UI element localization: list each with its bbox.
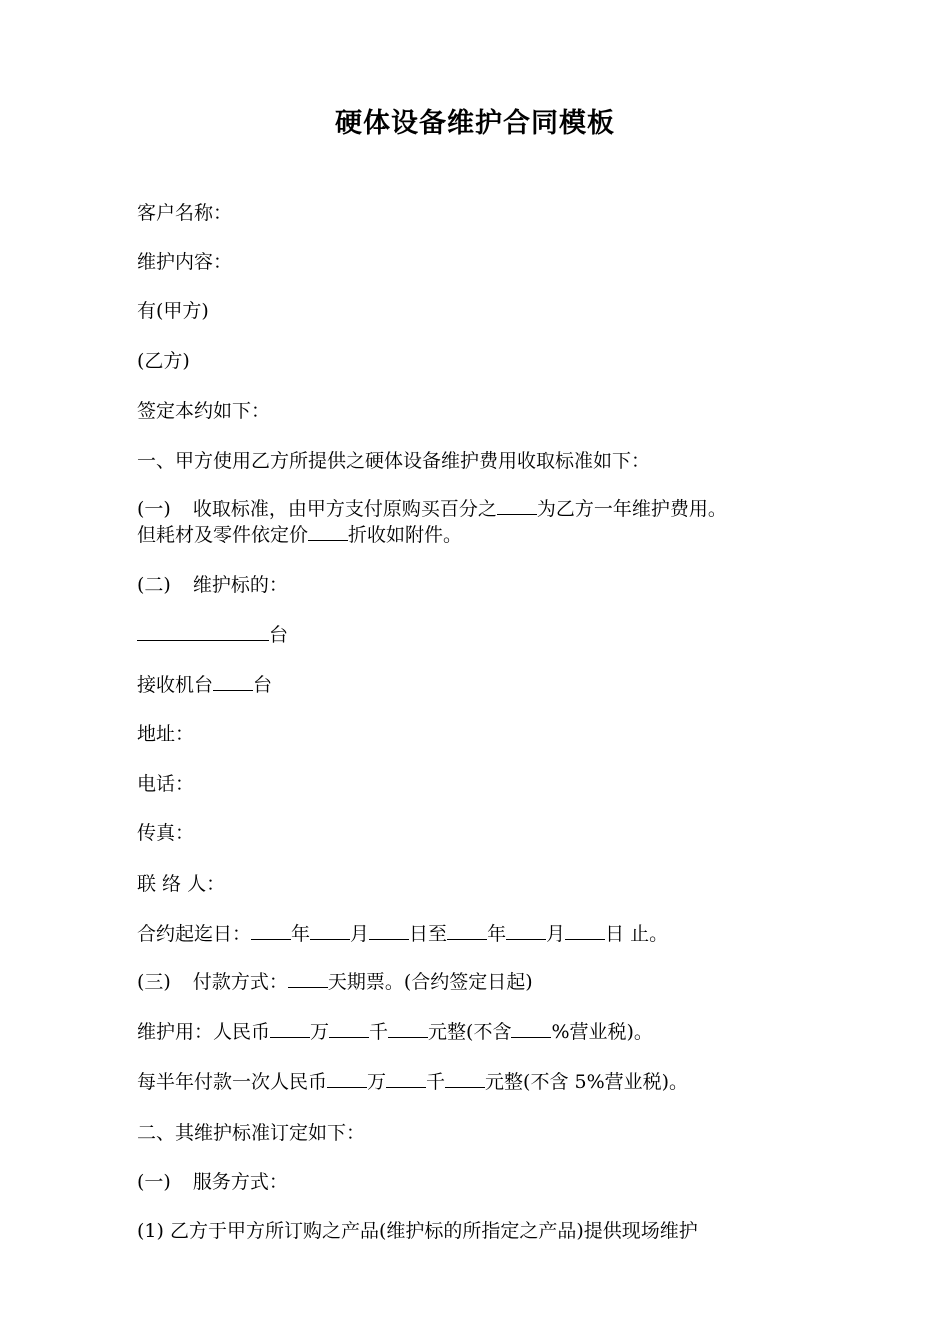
blank-half-wan (327, 1069, 367, 1088)
item-1-line (137, 496, 837, 522)
item-1-text-c: 但耗材及零件依定价 (137, 524, 309, 546)
blank-fee-yuan (388, 1019, 428, 1038)
period-month-1: 月 (350, 923, 370, 945)
period-prefix: 合约起迄日： (137, 923, 252, 945)
fee-wan: 万 (310, 1021, 330, 1043)
blank-end-year (447, 921, 487, 940)
fee-qian: 千 (369, 1021, 389, 1043)
section-2-heading: 二、其维护标准订定如下： (137, 1122, 366, 1144)
blank-half-yuan (445, 1069, 485, 1088)
item-2-label: (二) (137, 574, 171, 596)
period-day-to: 日至 (409, 923, 448, 945)
blank-fee-wan (270, 1019, 310, 1038)
fax-line: 传真： (137, 822, 195, 844)
sub-1-label: (一) (137, 1171, 171, 1193)
phone-line: 电话： (137, 773, 195, 795)
item-1-line-2 (137, 522, 837, 548)
item-1-text-d: 折收如附件。 (348, 524, 463, 546)
item-1-text-a: 收取标准，由甲方支付原购买百分之 (192, 498, 497, 520)
blank-percent (497, 496, 537, 515)
address-line: 地址： (137, 723, 195, 745)
half-qian: 千 (426, 1071, 446, 1093)
document-title: 硬体设备维护合同模板 (335, 108, 615, 139)
blank-start-month (310, 921, 350, 940)
item-2-text: 维护标的： (192, 574, 288, 596)
fee-prefix: 维护用：人民币 (137, 1021, 271, 1043)
period-month-2: 月 (546, 923, 566, 945)
party-b-line: (乙方) (137, 350, 190, 372)
sub-1-text: 服务方式： (192, 1171, 288, 1193)
party-a-line: 有(甲方) (137, 300, 209, 322)
blank-start-year (251, 921, 291, 940)
blank-fee-qian (329, 1019, 369, 1038)
contact-line: 联 络 人： (137, 873, 226, 895)
sub-1-item-1-line: (1) 乙方于甲方所订购之产品(维护标的所指定之产品)提供现场维护 (137, 1220, 698, 1242)
fee-line (137, 1019, 837, 1045)
section-1-heading: 一、甲方使用乙方所提供之硬体设备维护费用收取标准如下： (137, 450, 651, 472)
sub-1-line (137, 1169, 837, 1195)
blank-start-day (369, 921, 409, 940)
receivers-suffix: 台 (253, 674, 273, 696)
receivers-prefix: 接收机台 (137, 674, 214, 696)
half-year-payment-line (137, 1069, 837, 1095)
period-year-2: 年 (487, 923, 507, 945)
half-prefix: 每半年付款一次人民币 (137, 1071, 328, 1093)
item-2-line (137, 572, 837, 598)
fee-tax: %营业税)。 (551, 1021, 653, 1043)
item-3-label: (三) (137, 971, 171, 993)
period-year-1: 年 (291, 923, 311, 945)
units-line (137, 622, 837, 648)
period-day-end: 日 止。 (605, 923, 669, 945)
agreement-intro-line: 签定本约如下： (137, 400, 271, 422)
units-suffix: 台 (269, 624, 289, 646)
item-3-line (137, 969, 837, 995)
blank-end-day (565, 921, 605, 940)
blank-discount (308, 522, 348, 541)
fee-yuan: 元整(不含 (428, 1021, 512, 1043)
blank-half-qian (386, 1069, 426, 1088)
blank-units (137, 622, 269, 641)
customer-name-line: 客户名称： (137, 202, 233, 224)
item-1-label: (一) (137, 498, 171, 520)
blank-receivers (213, 672, 253, 691)
item-3-text-b: 天期票。(合约签定日起) (327, 971, 533, 993)
contract-period-line (137, 921, 837, 947)
blank-days (288, 969, 328, 988)
maintenance-content-line: 维护内容： (137, 251, 233, 273)
item-1-text-b: 为乙方一年维护费用。 (536, 498, 727, 520)
receivers-line (137, 672, 837, 698)
half-yuan: 元整(不含 5%营业税)。 (485, 1071, 689, 1093)
item-3-text-a: 付款方式： (192, 971, 288, 993)
half-wan: 万 (367, 1071, 387, 1093)
blank-end-month (506, 921, 546, 940)
blank-tax-rate (511, 1019, 551, 1038)
